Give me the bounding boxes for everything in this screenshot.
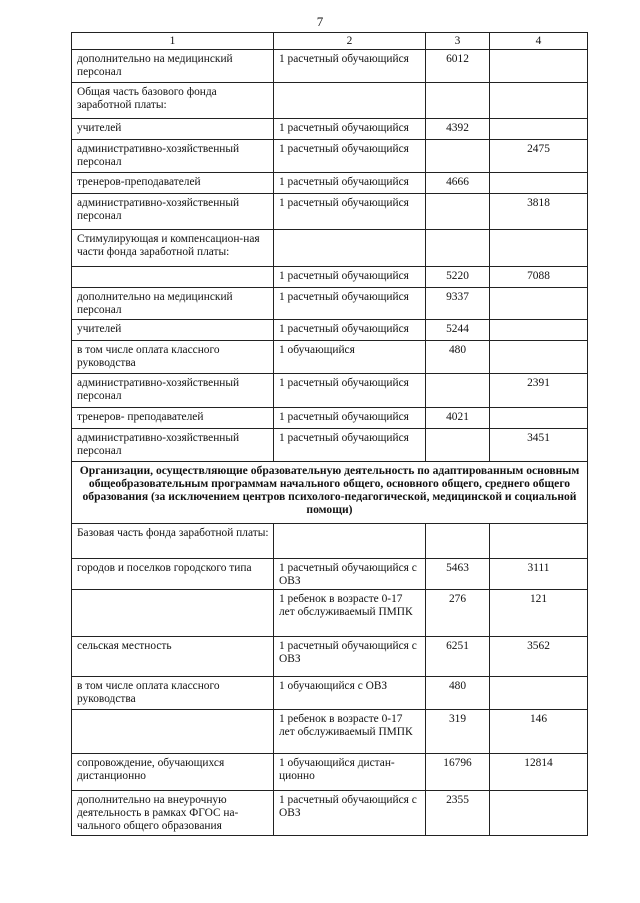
table-row	[72, 173, 588, 194]
row-unit	[274, 230, 426, 267]
table-row	[72, 408, 588, 429]
row-unit: 1 расчетный обучающийся	[274, 320, 426, 341]
row-value-4	[490, 288, 588, 320]
row-unit: 1 расчетный обучающийся	[274, 50, 426, 83]
row-label	[72, 710, 274, 754]
row-value-3: 6251	[426, 637, 490, 677]
row-value-4: 3111	[490, 559, 588, 590]
row-label: тренеров-преподавателей	[72, 173, 274, 194]
table-row	[72, 791, 588, 836]
row-value-4	[490, 230, 588, 267]
row-value-4: 146	[490, 710, 588, 754]
row-value-4: 12814	[490, 754, 588, 791]
row-value-3	[426, 429, 490, 462]
row-value-3: 5244	[426, 320, 490, 341]
row-value-3: 4666	[426, 173, 490, 194]
table-row	[72, 230, 588, 267]
row-label: дополнительно на медицинский персонал	[72, 50, 274, 83]
row-label: в том числе оплата классного руководства	[72, 341, 274, 374]
row-value-3: 16796	[426, 754, 490, 791]
row-value-4	[490, 83, 588, 119]
row-value-3	[426, 194, 490, 230]
row-unit: 1 обучающийся	[274, 341, 426, 374]
table-row	[72, 429, 588, 462]
row-label: административно-хозяйственный персонал	[72, 194, 274, 230]
table-row	[72, 320, 588, 341]
row-label	[72, 590, 274, 637]
row-value-4: 121	[490, 590, 588, 637]
row-value-3: 4392	[426, 119, 490, 140]
row-value-3: 5220	[426, 267, 490, 288]
row-unit: 1 расчетный обучающийся с ОВЗ	[274, 559, 426, 590]
row-value-3	[426, 524, 490, 559]
row-value-3: 276	[426, 590, 490, 637]
row-label: дополнительно на внеурочную деятельность в рамках ФГОС на-чального общего образования	[72, 791, 274, 836]
row-unit: 1 расчетный обучающийся	[274, 194, 426, 230]
norms-table	[71, 32, 588, 836]
table-row	[72, 754, 588, 791]
row-unit: 1 ребенок в возрасте 0-17 лет обслуживаемый ПМПК	[274, 590, 426, 637]
table-row	[72, 267, 588, 288]
row-value-3	[426, 374, 490, 408]
table-row	[72, 374, 588, 408]
row-unit: 1 расчетный обучающийся	[274, 140, 426, 173]
table-row	[72, 524, 588, 559]
row-value-3: 319	[426, 710, 490, 754]
row-label: городов и поселков городского типа	[72, 559, 274, 590]
row-unit	[274, 83, 426, 119]
row-value-3: 480	[426, 677, 490, 710]
row-label: Базовая часть фонда заработной платы:	[72, 524, 274, 559]
row-label: Стимулирующая и компенсацион-ная части фонда заработной платы:	[72, 230, 274, 267]
row-value-4	[490, 341, 588, 374]
row-value-3: 2355	[426, 791, 490, 836]
row-unit: 1 расчетный обучающийся	[274, 288, 426, 320]
row-unit: 1 расчетный обучающийся	[274, 267, 426, 288]
row-value-4	[490, 791, 588, 836]
table-row	[72, 50, 588, 83]
row-unit: 1 расчетный обучающийся	[274, 173, 426, 194]
table-row	[72, 677, 588, 710]
row-unit: 1 расчетный обучающийся с ОВЗ	[274, 791, 426, 836]
table-row	[72, 637, 588, 677]
row-value-3	[426, 83, 490, 119]
row-label	[72, 267, 274, 288]
row-label: административно-хозяйственный персонал	[72, 140, 274, 173]
row-unit: 1 расчетный обучающийся	[274, 429, 426, 462]
section-heading: Организации, осуществляющие образовательную деятельность по адаптированным основным общеобразовательным программам начального общего, основного общего, среднего общего образования (за исключением центров психолого-педагогической, медицинской и социальной помощи)	[72, 462, 588, 524]
row-unit: 1 расчетный обучающийся	[274, 119, 426, 140]
table-row	[72, 140, 588, 173]
row-value-4	[490, 524, 588, 559]
row-unit: 1 обучающийся с ОВЗ	[274, 677, 426, 710]
page-number: 7	[316, 14, 324, 29]
row-unit: 1 расчетный обучающийся	[274, 408, 426, 429]
row-label: Общая часть базового фонда заработной платы:	[72, 83, 274, 119]
table-row	[72, 341, 588, 374]
header-cell: 3	[426, 33, 490, 50]
table-row	[72, 559, 588, 590]
table-header-row	[72, 33, 588, 50]
row-unit: 1 расчетный обучающийся	[274, 374, 426, 408]
table-row	[72, 194, 588, 230]
table-row	[72, 590, 588, 637]
row-value-4: 2391	[490, 374, 588, 408]
section-row	[72, 462, 588, 524]
row-value-4: 3818	[490, 194, 588, 230]
row-label: административно-хозяйственный персонал	[72, 429, 274, 462]
row-label: административно-хозяйственный персонал	[72, 374, 274, 408]
row-label: дополнительно на медицинский персонал	[72, 288, 274, 320]
row-value-3	[426, 140, 490, 173]
row-label: тренеров- преподавателей	[72, 408, 274, 429]
row-label: сельская местность	[72, 637, 274, 677]
row-unit: 1 расчетный обучающийся с ОВЗ	[274, 637, 426, 677]
row-value-3	[426, 230, 490, 267]
table-row	[72, 83, 588, 119]
row-label: сопровождение, обучающихся дистанционно	[72, 754, 274, 791]
row-unit: 1 обучающийся дистан-ционно	[274, 754, 426, 791]
header-cell: 4	[490, 33, 588, 50]
row-unit	[274, 524, 426, 559]
header-cell: 1	[72, 33, 274, 50]
row-label: учителей	[72, 320, 274, 341]
table-row	[72, 710, 588, 754]
row-value-4	[490, 119, 588, 140]
row-value-3: 4021	[426, 408, 490, 429]
table-row	[72, 288, 588, 320]
row-value-3: 6012	[426, 50, 490, 83]
row-value-4: 2475	[490, 140, 588, 173]
row-value-4	[490, 677, 588, 710]
row-value-4: 7088	[490, 267, 588, 288]
row-value-3: 9337	[426, 288, 490, 320]
row-label: учителей	[72, 119, 274, 140]
row-value-3: 5463	[426, 559, 490, 590]
row-value-4	[490, 320, 588, 341]
row-value-4	[490, 50, 588, 83]
row-label: в том числе оплата классного руководства	[72, 677, 274, 710]
row-unit: 1 ребенок в возрасте 0-17 лет обслуживаемый ПМПК	[274, 710, 426, 754]
row-value-4	[490, 408, 588, 429]
table-row	[72, 119, 588, 140]
row-value-4: 3451	[490, 429, 588, 462]
row-value-4: 3562	[490, 637, 588, 677]
row-value-3: 480	[426, 341, 490, 374]
row-value-4	[490, 173, 588, 194]
header-cell: 2	[274, 33, 426, 50]
